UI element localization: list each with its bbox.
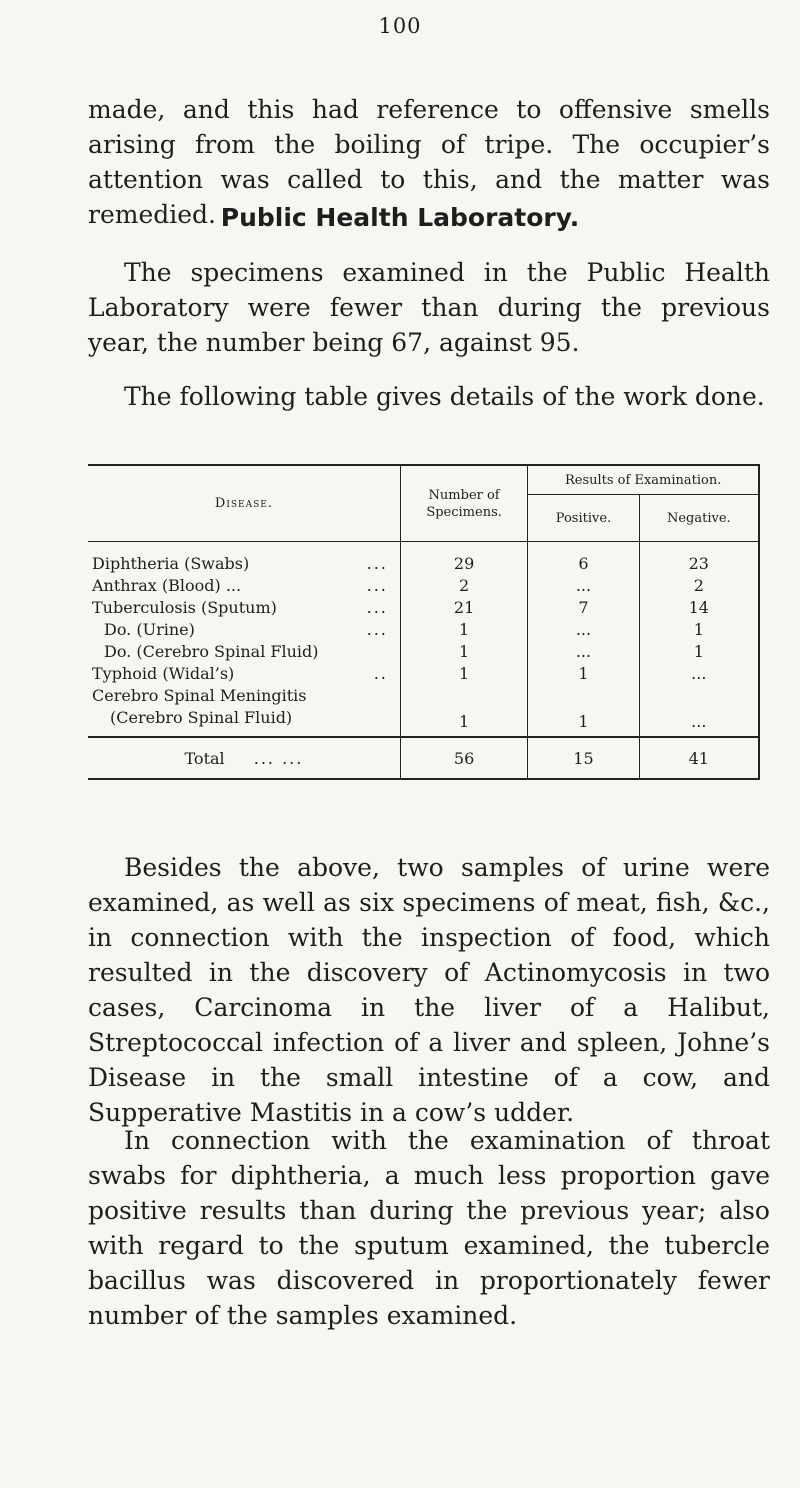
laboratory-results-table [88,464,760,780]
leader-dots: ... [366,619,388,639]
besides-paragraph: Besides the above, two samples of urine were examined, as well as six specimens of meat, fish, &c., in connection with the inspection of food, which resulted in the discovery of Actinomycosis in two cases, Carcinoma in the liver of a Halibut, Streptococcal infection of a liver and spleen, Johne’s Disease in the small intestine of a cow, and Supperative Mastitis in a cow’s udder. [88,853,770,1127]
table-row [88,574,759,596]
specimen-count: 1 [400,662,527,684]
header-number-line1: Number of [428,487,500,503]
leader-dots: .. [373,663,388,683]
leader-dots: ... [366,597,388,617]
specimen-count: 29 [400,542,527,575]
specimen-count [400,684,527,706]
negative-count: 2 [639,574,759,596]
disease-name: Cerebro Spinal Meningitis [92,685,307,705]
disease-name: Do. (Cerebro Spinal Fluid) [104,641,319,661]
disease-name: Diphtheria (Swabs) [92,553,250,573]
positive-count: 1 [528,706,639,737]
positive-count [528,684,639,706]
header-number-of-specimens [400,465,527,542]
negative-count: 14 [639,596,759,618]
header-results: Results of Examination. [528,465,759,495]
header-positive: Positive. [528,495,639,542]
negative-count: ... [639,706,759,737]
intro-paragraph: made, and this had reference to offensive smells arising from the boiling of tripe. The occupier’s attention was called to this, and the matter was remedied. [88,95,770,229]
negative-count [639,684,759,706]
header-negative: Negative. [639,495,759,542]
specimen-count: 1 [400,640,527,662]
specimens-paragraph: The specimens examined in the Public Health Laboratory were fewer than during the previous year, the number being 67, against 95. [88,258,770,357]
positive-count: ... [528,574,639,596]
negative-count: 1 [639,618,759,640]
table-intro-paragraph: The following table gives details of the work done. [124,382,765,411]
specimen-count: 2 [400,574,527,596]
specimen-count: 21 [400,596,527,618]
table-row [88,640,759,662]
leader-dots: ... [366,553,388,573]
total-positive: 15 [528,737,639,779]
total-specimens: 56 [400,737,527,779]
total-negative: 41 [639,737,759,779]
leader-dots: ... ... [253,748,304,768]
disease-name: (Cerebro Spinal Fluid) [110,707,293,727]
specimen-count: 1 [400,706,527,737]
disease-name: Tuberculosis (Sputum) [92,597,277,617]
positive-count: 1 [528,662,639,684]
section-heading: Public Health Laboratory. [220,203,580,232]
disease-name: Typhoid (Widal’s) [92,663,235,683]
positive-count: 7 [528,596,639,618]
table-row [88,662,759,684]
disease-name: Anthrax (Blood) ... [92,575,242,595]
leader-dots: ... [366,575,388,595]
header-disease: Disease. [88,465,400,542]
table-total-row [88,737,759,779]
positive-count: ... [528,640,639,662]
table-row [88,684,759,706]
negative-count: ... [639,662,759,684]
table-row [88,542,759,575]
table-row [88,618,759,640]
positive-count: 6 [528,542,639,575]
total-label: Total [184,748,225,768]
negative-count: 23 [639,542,759,575]
specimen-count: 1 [400,618,527,640]
disease-name: Do. (Urine) [104,619,195,639]
page-number: 100 [378,14,422,38]
header-number-line2: Specimens. [426,504,502,520]
table-row [88,596,759,618]
table-row [88,706,759,737]
negative-count: 1 [639,640,759,662]
positive-count: ... [528,618,639,640]
throat-swabs-paragraph: In connection with the examination of throat swabs for diphtheria, a much less proportion gave positive results than during the previous year; also with regard to the sputum examined, the tubercle bacillus was discovered in proportionately fewer number of the samples examined. [88,1126,770,1330]
